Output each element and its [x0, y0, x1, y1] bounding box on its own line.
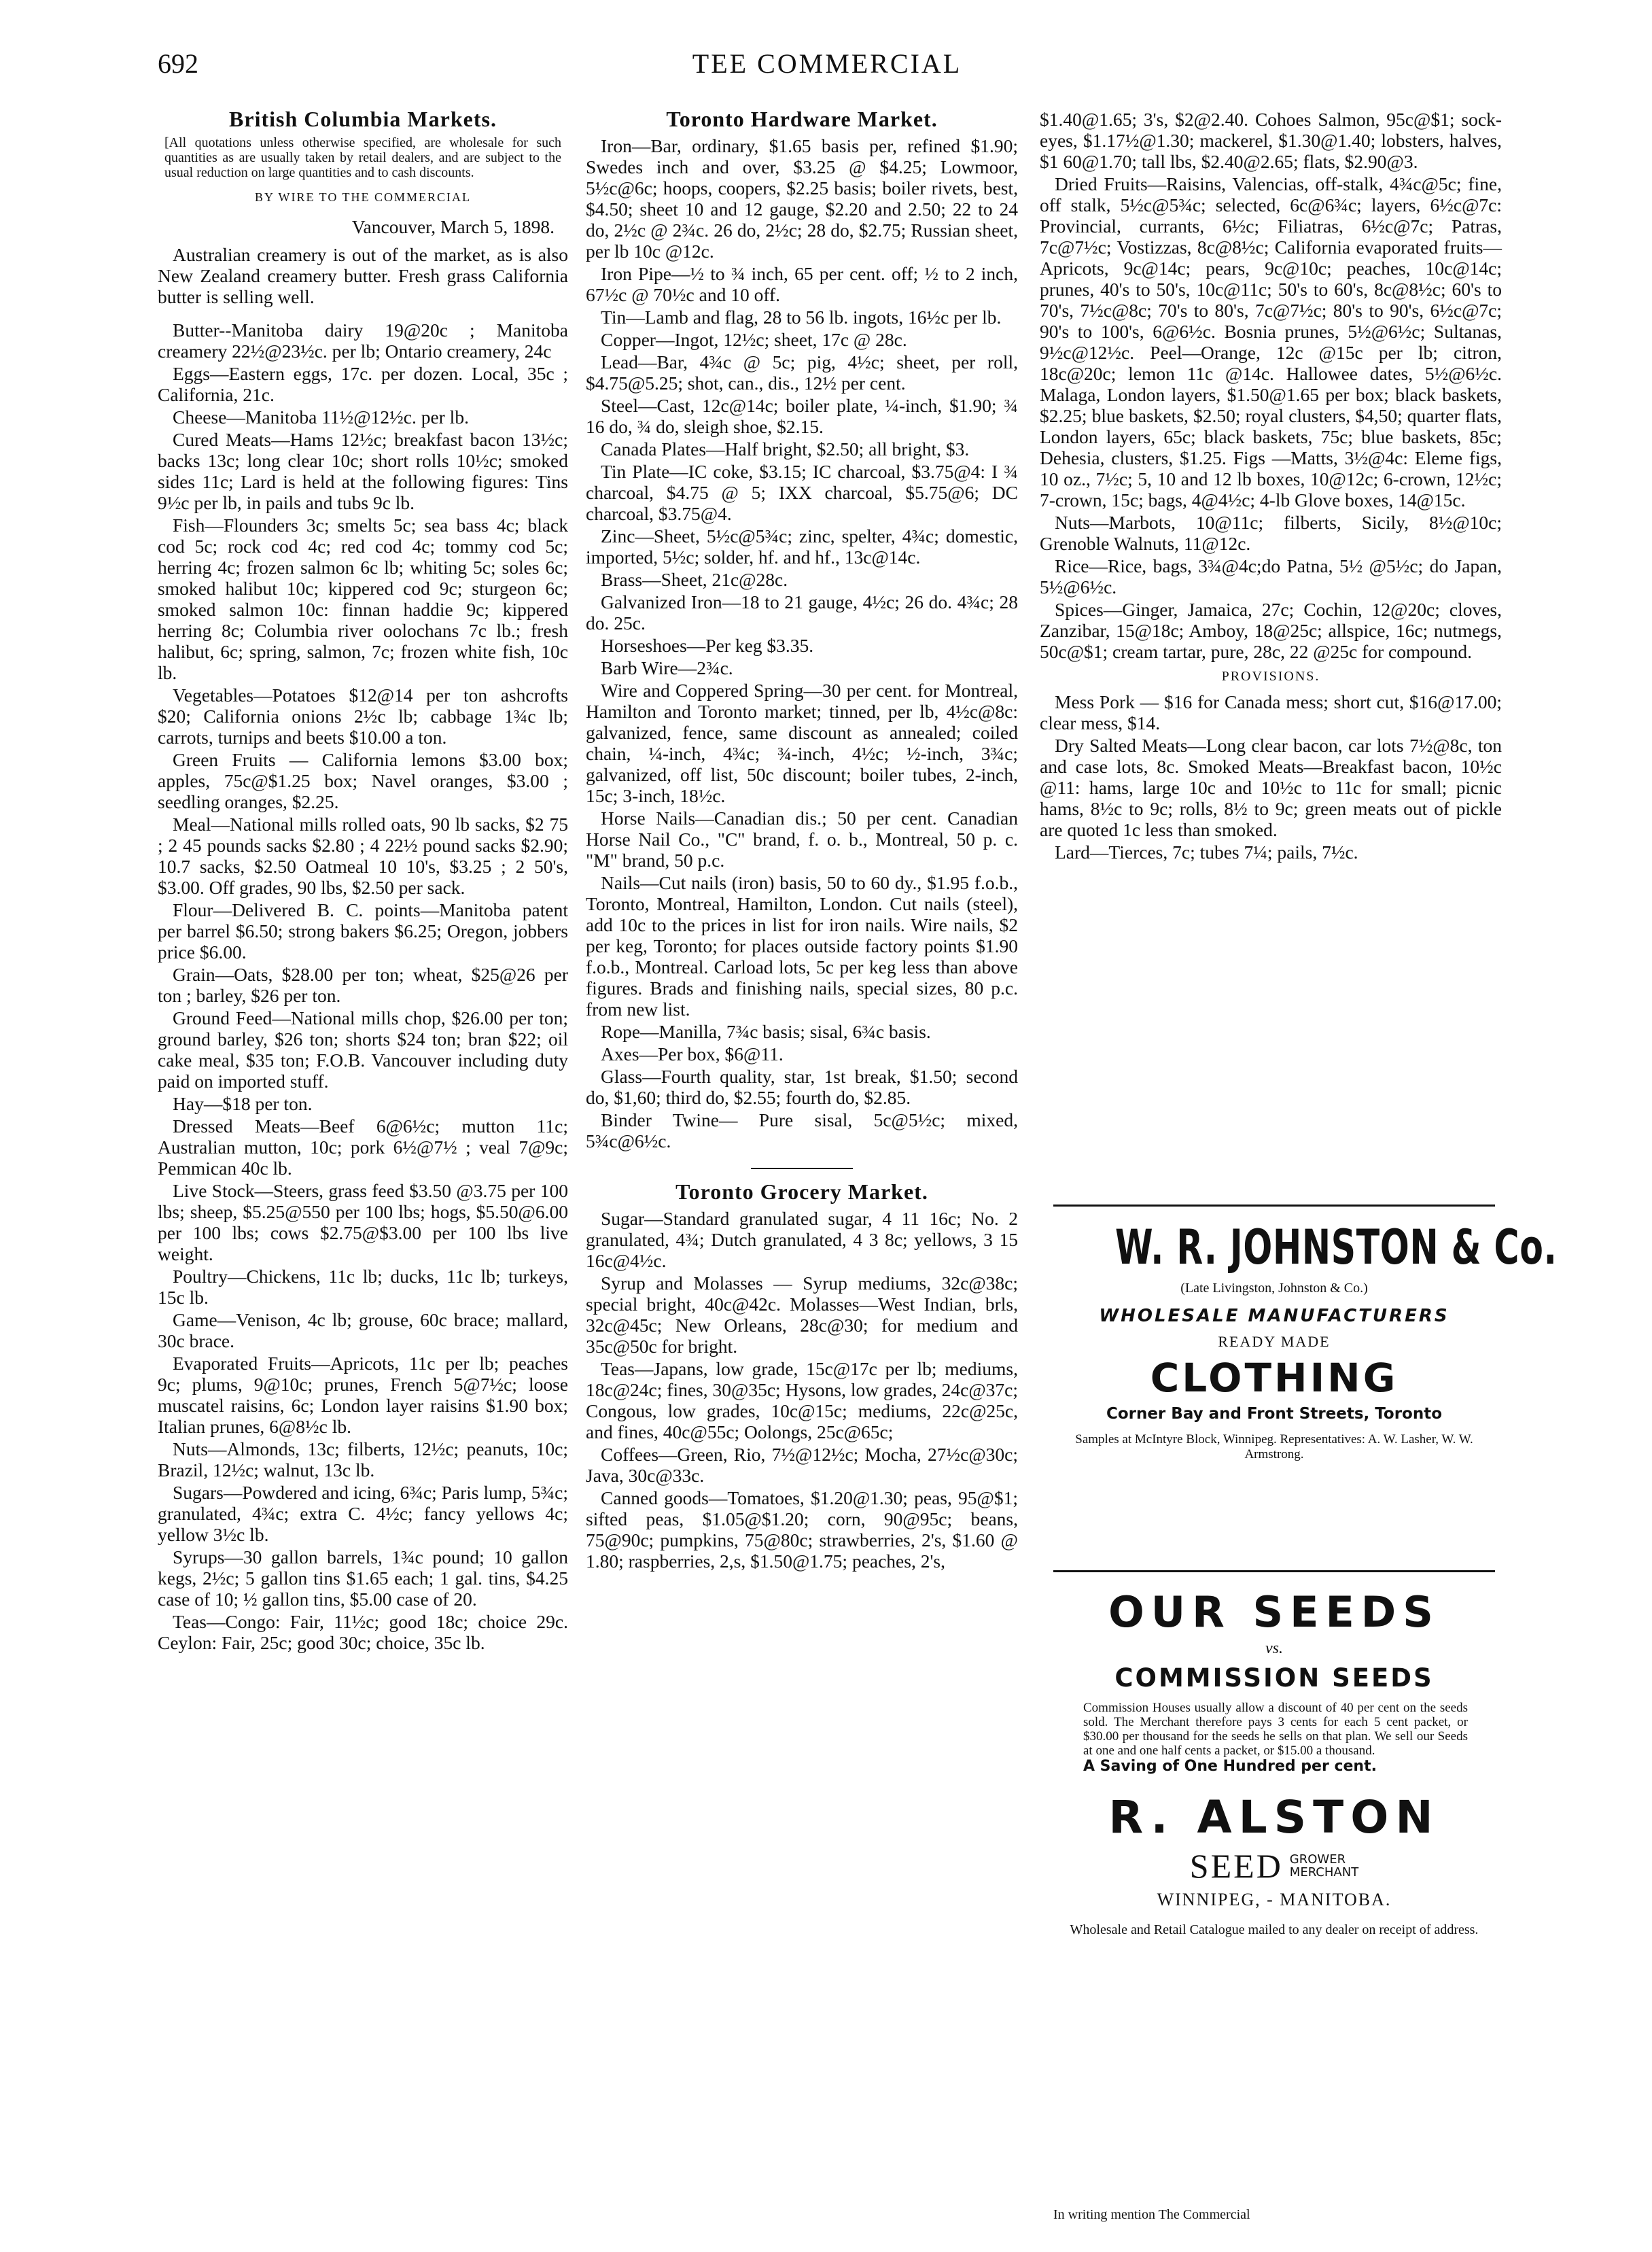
alston-saving: A Saving of One Hundred per cent. [1083, 1758, 1377, 1775]
market-paragraph: Steel—Cast, 12c@14c; boiler plate, ¼-inch, $1.90; ¾ 16 do, ¾ do, sleigh shoe, $2.15. [586, 395, 1018, 437]
alston-grower: GROWER [1289, 1852, 1346, 1867]
market-paragraph: Lard—Tierces, 7c; tubes 7¼; pails, 7½c. [1055, 842, 1358, 863]
market-paragraph: Evaporated Fruits—Apricots, 11c per lb; peaches 9c; plums, 9@10c; prunes, French 5@7½c; loose muscatel raisins, 6c; London layer raisins $1.90 box; Italian prunes, 6@8½c lb. [158, 1353, 568, 1437]
section-title-grocery: Toronto Grocery Market. [675, 1179, 928, 1204]
column-bc-markets [158, 109, 568, 1655]
johnston-wholesale: WHOLESALE MANUFACTURERS [1099, 1306, 1449, 1326]
market-paragraph: Copper—Ingot, 12½c; sheet, 17c @ 28c. [601, 329, 907, 350]
market-paragraph: Meal—National mills rolled oats, 90 lb sacks, $2 75 ; 2 45 pounds sacks $2.80 ; 4 22½ pound sacks $2.90; 10.7 sacks, $2.50 Oatmeal 10 10's, $3.25 ; 2 50's, $3.00. Off grades, 90 lbs, $2.50 per sack. [158, 814, 568, 898]
market-paragraph: Iron Pipe—½ to ¾ inch, 65 per cent. off; ½ to 2 inch, 67½c @ 70½c and 10 off. [586, 263, 1018, 305]
byline: BY WIRE TO THE COMMERCIAL [254, 190, 471, 204]
footer-mention: In writing mention The Commercial [1053, 2207, 1250, 2222]
johnston-advertisement [1053, 1217, 1558, 1462]
market-paragraph: Ground Feed—National mills chop, $26.00 per ton; ground barley, $26 ton; shorts $24 ton; bran $22; oil cake meal, $35 ton; F.O.B. Vancouver including duty paid on imported stuff. [158, 1007, 568, 1092]
column-grocery-continued [1040, 109, 1502, 864]
market-paragraph: Dried Fruits—Raisins, Valencias, off-stalk, 4¾c@5c; fine, off stalk, 5½c@5¾c; selected, 6c@6¾c; layers, 6½c@7c: Provincial, currants, 6½c; Filiatras, 6½c@7c; Patras, 7c@7½c; Vostizzas, 8c@8½c; California evaporated fruits—Apricots, 9c@14c; pears, 9c@10c; peaches, 10c@14c; prunes, 40's to 50's, 10c@11c; 50's to 60's, 8c@8½c; 60's to 70's, 7½c@8c; 70's to 80's, 7c@7½c; 80's to 90's, 6½c@7c; 90's to 100's, 6@6½c. Bosnia prunes, 5½@6½c; Sultanas, 9½c@12½c. Peel—Orange, 12c @15c per lb; citron, 18c@20c; lemon 11c @14c. Hallowee dates, 5½@6½c. Malaga, London layers, $1.50@1.65 per box; black baskets, $2.25; blue baskets, $2.50; royal clusters, $4,50; quarter flats, London layers, 65c; black baskets, 75c; blue baskets, 85c; Dehesia, clusters, $1.25. Figs —Matts, 3½@4c: Eleme figs, 10 oz., 7½c; 5, 10 and 12 lb boxes, 10@12c; 6-crown, 12½c; 7-crown, 15c; bags, 4@4½c; 4-lb Glove boxes, 14@15c. [1040, 173, 1502, 510]
market-paragraph: Nails—Cut nails (iron) basis, 50 to 60 dy., $1.95 f.o.b., Toronto, Montreal, Hamilton, London. Cut nails (steel), add 10c to the prices in list for iron nails. Wire nails, $2 per keg, Toronto; for places outside factory points $1.90 f.o.b., Montreal. Carload lots, 5c per keg less than above figures. Brads and finishing nails, special sizes, 80 p.c. from new list. [586, 872, 1018, 1020]
alston-vs: vs. [1265, 1640, 1283, 1657]
market-paragraph: Sugars—Powdered and icing, 6¾c; Paris lump, 5¾c; granulated, 4¾c; extra C. 4½c; fancy yellows 4c; yellow 3½c lb. [158, 1482, 568, 1545]
alston-body-text: Commission Houses usually allow a discount of 40 per cent on the seeds sold. The Merchant therefore pays 3 cents for each 5 cent packet, or $30.00 per thousand for the seeds he sells on that plan. We sell our Seeds at one and one half cents a packet, or $15.00 a thousand. [1083, 1701, 1468, 1758]
market-paragraph: Axes—Per box, $6@11. [601, 1043, 784, 1064]
market-paragraph: Grain—Oats, $28.00 per ton; wheat, $25@26 per ton ; barley, $26 per ton. [158, 964, 568, 1006]
market-paragraph: Hay—$18 per ton. [173, 1093, 313, 1114]
market-paragraph: Eggs—Eastern eggs, 17c. per dozen. Local, 35c ; California, 21c. [158, 363, 568, 405]
market-paragraph: Nuts—Marbots, 10@11c; filberts, Sicily, 8½@10c; Grenoble Walnuts, 11@12c. [1040, 512, 1502, 554]
market-paragraph: Galvanized Iron—18 to 21 gauge, 4½c; 26 do. 4¾c; 28 do. 25c. [586, 591, 1018, 634]
intro-paragraph: Australian creamery is out of the market, as is also New Zealand creamery butter. Fresh grass California butter is selling well. [158, 244, 568, 307]
ad-divider [1053, 1570, 1495, 1572]
market-paragraph: Coffees—Green, Rio, 7½@12½c; Mocha, 27½c@30c; Java, 30c@33c. [586, 1444, 1018, 1486]
market-paragraph: Flour—Delivered B. C. points—Manitoba patent per barrel $6.50; strong bakers $6.25; Oregon, jobbers price $6.00. [158, 899, 568, 963]
market-paragraph: Vegetables—Potatoes $12@14 per ton ashcrofts $20; California onions 2½c lb; cabbage 1¾c lb; carrots, turnips and beets $10.00 a ton. [158, 685, 568, 748]
section-divider [751, 1168, 853, 1169]
market-paragraph: Green Fruits — California lemons $3.00 box; apples, 75c@$1.25 box; Navel oranges, $3.00 ; seedling oranges, $2.25. [158, 749, 568, 812]
alston-seed-word: SEED [1189, 1847, 1283, 1885]
market-paragraph: Spices—Ginger, Jamaica, 27c; Cochin, 12@20c; cloves, Zanzibar, 15@18c; Amboy, 18@25c; allspice, 16c; nutmegs, 50c@$1; cream tartar, pure, 28c, 22 @25c for compound. [1040, 599, 1502, 662]
ad-border-top [1053, 1205, 1495, 1207]
market-paragraph: Sugar—Standard granulated sugar, 4 11 16c; No. 2 granulated, 4¾; Dutch granulated, 4 3 8c; yellows, 3 15 16c@4½c. [586, 1208, 1018, 1271]
section-title-hardware: Toronto Hardware Market. [666, 107, 938, 131]
market-paragraph: Canned goods—Tomatoes, $1.20@1.30; peas, 95@$1; sifted peas, $1.05@$1.20; corn, 90@95c; beans, 75@90c; pumpkins, 75@80c; strawberries, 2's, $1.60 @ 1.80; raspberries, 2,s, $1.50@1.75; peaches, 2's, [586, 1487, 1018, 1572]
market-paragraph: Game—Venison, 4c lb; grouse, 60c brace; mallard, 30c brace. [158, 1309, 568, 1351]
market-paragraph: Tin—Lamb and flag, 28 to 56 lb. ingots, 16½c per lb. [601, 307, 1002, 328]
market-paragraph: Mess Pork — $16 for Canada mess; short cut, $16@17.00; clear mess, $14. [1040, 691, 1502, 733]
market-paragraph: Teas—Japans, low grade, 15c@17c per lb; mediums, 18c@24c; fines, 30@35c; Hysons, low grades, 24c@37c; Congous, low grades, 10c@15c; mediums, 22c@25c, and fines, 40c@55c; Oolongs, 25c@65c; [586, 1358, 1018, 1442]
market-paragraph: Canada Plates—Half bright, $2.50; all bright, $3. [601, 438, 970, 460]
market-paragraph: $1.40@1.65; 3's, $2@2.40. Cohoes Salmon, 95c@$1; sock-eyes, $1.17½@1.30; mackerel, $1.30@1.40; lobsters, halves, $1 60@1.70; tall lbs, $2.40@2.65; flats, $2.90@3. [1040, 109, 1502, 172]
provisions-heading: PROVISIONS. [1221, 669, 1320, 684]
page-header [158, 48, 1496, 88]
johnston-clothing: CLOTHING [1150, 1355, 1399, 1401]
alston-grower-merchant [1290, 1853, 1358, 1879]
newspaper-title: TEE COMMERCIAL [692, 48, 962, 79]
alston-advertisement [1053, 1587, 1495, 1937]
market-paragraph: Butter--Manitoba dairy 19@20c ; Manitoba creamery 22½@23½c. per lb; Ontario creamery, 24c [158, 319, 568, 362]
market-paragraph: Zinc—Sheet, 5½c@5¾c; zinc, spelter, 4¾c; domestic, imported, 5½c; solder, hf. and hf., 13c@14c. [586, 525, 1018, 568]
market-paragraph: Fish—Flounders 3c; smelts 5c; sea bass 4c; black cod 5c; rock cod 4c; red cod 4c; tommy cod 5c; herring 4c; frozen salmon 6c lb; whiting 5c; soles 6c; smoked halibut 10c; kippered cod 9c; sturgeon 6c; smoked salmon 10c: finnan haddie 9c; kippered herring 8c; Columbia river oolochans 7c lb.; fresh halibut, 6c; spring, salmon, 7c; frozen white fish, 10c lb. [158, 515, 568, 683]
market-paragraph: Dry Salted Meats—Long clear bacon, car lots 7½@8c, ton and case lots, 8c. Smoked Meats—Breakfast bacon, 10½c @11: hams, large 10c and 10½c to 11c for small; picnic hams, 8½c to 9c; rolls, 8½ to 9c; green meats out of pickle are quoted 1c less than smoked. [1040, 735, 1502, 840]
market-paragraph: Wire and Coppered Spring—30 per cent. for Montreal, Hamilton and Toronto market; tinned, per lb, 4½c@8c: galvanized, fence, same discount as annealed; coiled chain, ¼-inch, 4¾c; ¾-inch, 4½c; ½-inch, 3¾c; galvanized, off list, 50c discount; boiler tubes, 2-inch, 15c; 3-inch, 18½c. [586, 680, 1018, 806]
johnston-samples: Samples at McIntyre Block, Winnipeg. Representatives: A. W. Lasher, W. W. Armstrong. [1075, 1432, 1473, 1461]
alston-merchant: MERCHANT [1289, 1865, 1359, 1879]
market-paragraph: Lead—Bar, 4¾c @ 5c; pig, 4½c; sheet, per roll, $4.75@5.25; shot, can., dis., 12½ per cent. [586, 351, 1018, 394]
alston-catalogue: Wholesale and Retail Catalogue mailed to any dealer on receipt of address. [1070, 1922, 1479, 1937]
johnston-address: Corner Bay and Front Streets, Toronto [1106, 1405, 1443, 1423]
market-paragraph: Binder Twine— Pure sisal, 5c@5½c; mixed, 5¾c@6½c. [586, 1109, 1018, 1151]
market-paragraph: Live Stock—Steers, grass feed $3.50 @3.75 per 100 lbs; sheep, $5.25@550 per 100 lbs; hogs, $5.50@6.00 per 100 lbs; cows $2.75@$3.00 per 100 lbs live weight. [158, 1180, 568, 1264]
alston-city: WINNIPEG, - MANITOBA. [1157, 1890, 1392, 1909]
alston-headline-commission-seeds: COMMISSION SEEDS [1114, 1663, 1434, 1693]
market-paragraph: Horse Nails—Canadian dis.; 50 per cent. Canadian Horse Nail Co., "C" brand, f. o. b., Montreal, 50 p. c. "M" brand, 50 p.c. [586, 808, 1018, 871]
market-paragraph: Cured Meats—Hams 12½c; breakfast bacon 13½c; backs 13c; long clear 10c; short rolls 10½c; smoked sides 11c; Lard is held at the following figures: Tins 9½c per lb, in pails and tubs 9c lb. [158, 429, 568, 513]
section-title-bc-markets: British Columbia Markets. [229, 107, 497, 131]
market-paragraph: Nuts—Almonds, 13c; filberts, 12½c; peanuts, 10c; Brazil, 12½c; walnut, 13c lb. [158, 1438, 568, 1480]
market-paragraph: Brass—Sheet, 21c@28c. [601, 569, 788, 590]
market-paragraph: Horseshoes—Per keg $3.35. [601, 635, 814, 656]
page-number: 692 [158, 48, 198, 79]
market-paragraph: Poultry—Chickens, 11c lb; ducks, 11c lb; turkeys, 15c lb. [158, 1266, 568, 1308]
column-toronto-markets [586, 109, 1018, 1573]
market-paragraph: Iron—Bar, ordinary, $1.65 basis per, refined $1.90; Swedes inch and over, $3.25 @ $4.25; Lowmoor, 5½c@6c; hoops, coopers, $2.25 basis; boiler rivets, best, $4.50; sheet 10 and 12 gauge, $2.20 and 2.50; 22 to 24 do, 2½c @ 2¾c. 26 do, 2½c; 28 do, $2.75; Russian sheet, per lb 10c @12c. [586, 135, 1018, 262]
quotation-note: [All quotations unless otherwise specified, are wholesale for such quantities as are usually taken by retail dealers, and are subject to the usual reduction on large quantities and to cash discounts. [164, 135, 561, 180]
market-paragraph: Syrup and Molasses — Syrup mediums, 32c@38c; special bright, 40c@42c. Molasses—West Indian, brls, 32c@45c; New Orleans, 28c@30; for medium and 35c@50c for bright. [586, 1272, 1018, 1357]
market-paragraph: Teas—Congo: Fair, 11½c; good 18c; choice 29c. Ceylon: Fair, 25c; good 30c; choice, 35c lb. [158, 1611, 568, 1653]
alston-name: R. ALSTON [1108, 1791, 1440, 1843]
market-paragraph: Glass—Fourth quality, star, 1st break, $1.50; second do, $1,60; third do, $2.55; fourth do, $2.85. [586, 1066, 1018, 1108]
johnston-firm-name: W. R. JOHNSTON & Co. [1115, 1219, 1558, 1275]
dateline: Vancouver, March 5, 1898. [351, 216, 555, 237]
market-paragraph: Rice—Rice, bags, 3¾@4c;do Patna, 5½ @5½c; do Japan, 5½@6½c. [1040, 555, 1502, 597]
spacer [158, 309, 568, 319]
johnston-ready-made: READY MADE [1218, 1333, 1331, 1350]
alston-headline-our-seeds: OUR SEEDS [1108, 1587, 1440, 1637]
market-paragraph: Rope—Manilla, 7¾c basis; sisal, 6¾c basis. [601, 1021, 931, 1042]
market-paragraph: Dressed Meats—Beef 6@6½c; mutton 11c; Australian mutton, 10c; pork 6½@7½ ; veal 7@9c; Pemmican 40c lb. [158, 1115, 568, 1179]
market-paragraph: Syrups—30 gallon barrels, 1¾c pound; 10 gallon kegs, 2½c; 5 gallon tins $1.65 each; 1 gal. tins, $4.25 case of 10; ½ gallon tins, $5.00 case of 20. [158, 1546, 568, 1610]
johnston-former-name: (Late Livingston, Johnston & Co.) [1180, 1281, 1368, 1296]
market-paragraph: Barb Wire—2¾c. [601, 657, 733, 678]
market-paragraph: Cheese—Manitoba 11½@12½c. per lb. [173, 406, 469, 428]
market-paragraph: Tin Plate—IC coke, $3.15; IC charcoal, $3.75@4: I ¾ charcoal, $4.75 @ 5; IXX charcoal, $5.75@6; DC charcoal, $3.75@4. [586, 461, 1018, 524]
alston-seed-row [1053, 1846, 1495, 1886]
